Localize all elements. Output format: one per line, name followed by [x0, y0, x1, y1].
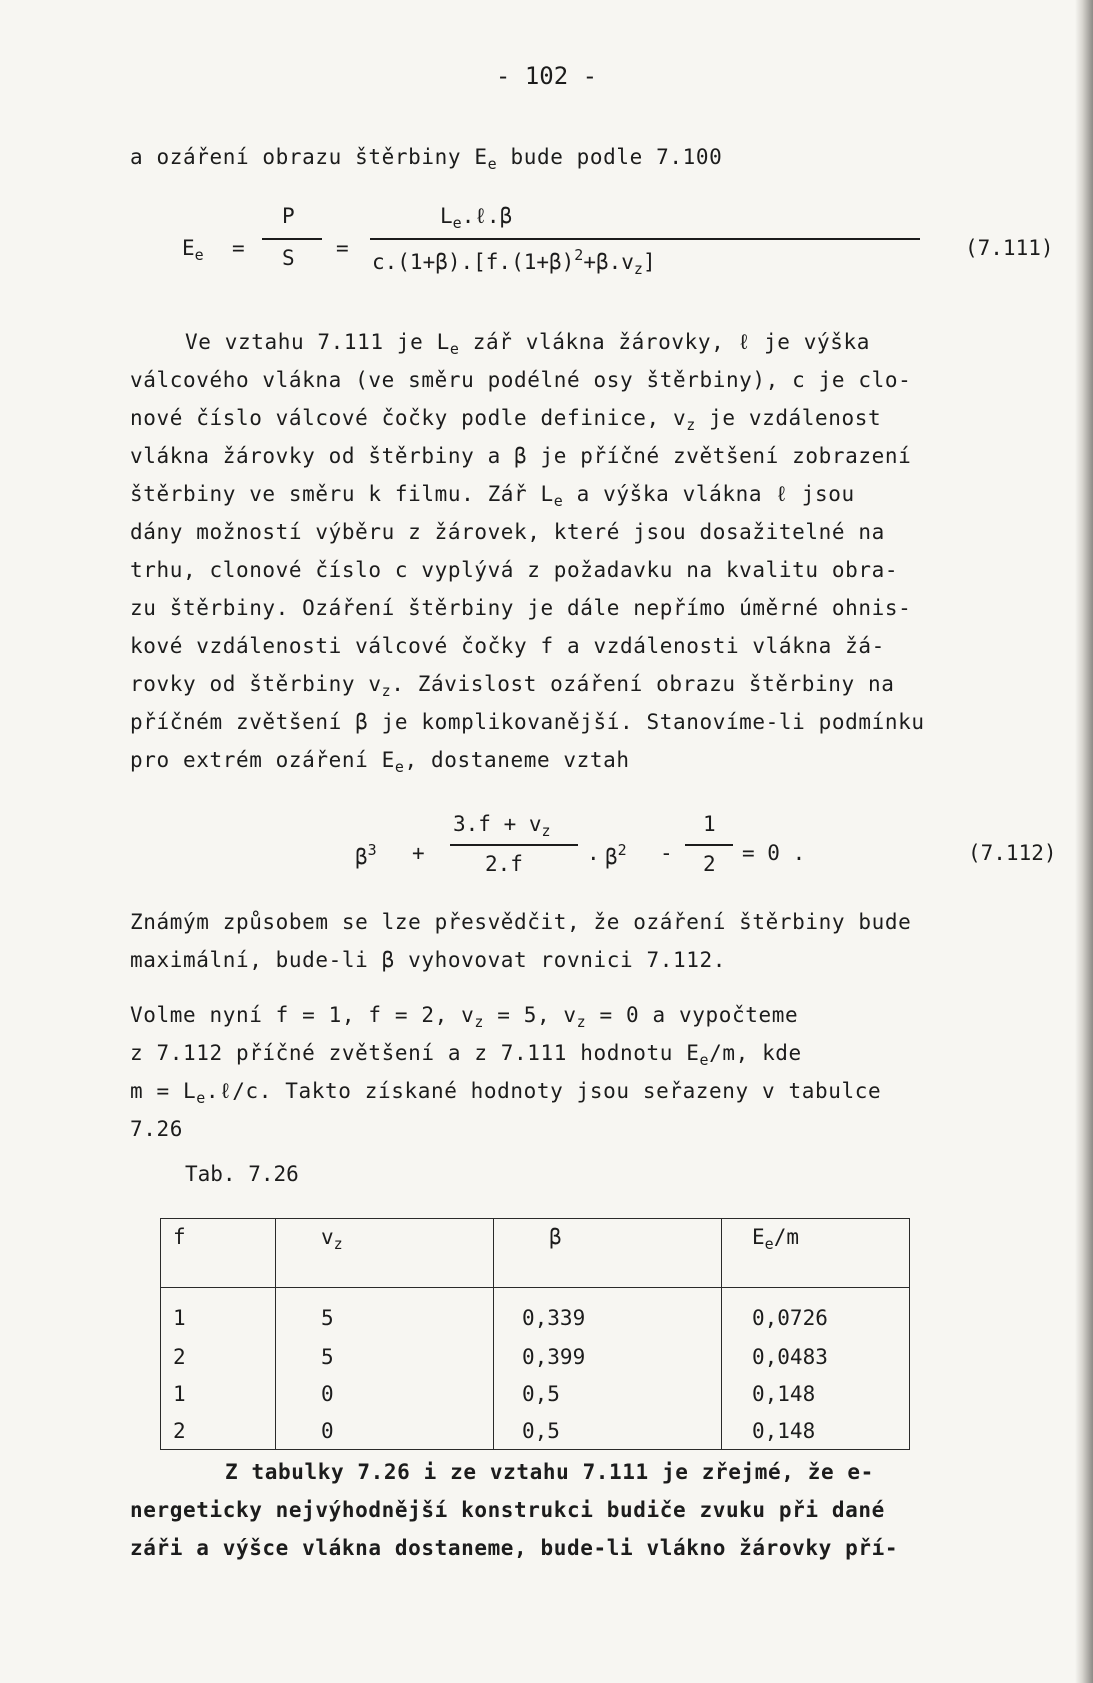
fraction-bar-1 — [262, 238, 322, 240]
eq-lhs: $E_e$ — [182, 236, 204, 264]
eq-beta-squared: $\beta^2$ — [605, 841, 627, 869]
eq-plus: + — [412, 841, 425, 865]
table-cell: 2 — [161, 1412, 276, 1450]
eq-dot: . — [587, 841, 600, 865]
header-vz: $v_z$ — [276, 1219, 494, 1288]
table-header-row — [161, 1219, 910, 1288]
paragraph-1-line: trhu, clonové číslo c vyplývá z požadavku na kvalitu obra- — [130, 558, 899, 582]
paragraph-4-line-3: záři a výšce vlákna dostaneme, bude-li vlákno žárovky pří- — [130, 1536, 899, 1560]
eq-minus: - — [660, 841, 673, 865]
paragraph-3-line: $m = L_e.\ell/c$. Takto získané hodnoty jsou seřazeny v tabulce — [130, 1079, 882, 1107]
paragraph-1-line: dány možností výběru z žárovek, které jsou dosažitelné na — [130, 520, 885, 544]
intro-line: a ozáření obrazu štěrbiny $E_e$ bude podle 7.100 — [130, 145, 723, 173]
eq-denominator: 2.f — [485, 852, 523, 876]
paragraph-1-line: nové číslo válcové čočky podle definice, $v_z$ je vzdálenost — [130, 406, 882, 434]
table-cell: 0,5 — [494, 1375, 722, 1412]
table-cell: 5 — [276, 1288, 494, 1339]
fraction-bar-2 — [370, 238, 920, 240]
paragraph-4-line-2: nergeticky nejvýhodnější konstrukci budiče zvuku při dané — [130, 1498, 885, 1522]
paragraph-1-line: příčném zvětšení β je komplikovanější. Stanovíme-li podmínku — [130, 710, 925, 734]
paragraph-1-line: vlákna žárovky od štěrbiny a β je příčné zvětšení zobrazení — [130, 444, 912, 468]
equation-7-112 — [355, 808, 1080, 898]
equation-7-111 — [182, 204, 1070, 300]
paragraph-1-line: kové vzdálenosti válcové čočky f a vzdálenosti vlákna žá- — [130, 634, 885, 658]
table-cell: 0,148 — [722, 1375, 910, 1412]
table-cell: 0,0726 — [722, 1288, 910, 1339]
table-cell: 0,148 — [722, 1412, 910, 1450]
eq-equals-zero: = 0 . — [742, 841, 806, 865]
table-row — [161, 1288, 910, 1339]
eq-denominator-2: $c.(1+\beta).[f.(1+\beta)^2+\beta.v_z]$ — [372, 246, 656, 278]
equation-number: (7.112) — [968, 841, 1057, 865]
paragraph-3-line: z 7.112 příčné zvětšení a z 7.111 hodnotu $E_e/m$, kde — [130, 1041, 802, 1069]
eq-denominator-1: S — [282, 246, 295, 270]
paragraph-1-line: válcového vlákna (ve směru podélné osy štěrbiny), c je clo- — [130, 368, 912, 392]
table-row — [161, 1412, 910, 1450]
paragraph-1-line: Ve vztahu 7.111 je $L_e$ zář vlákna žárovky, ℓ je výška — [185, 330, 871, 358]
table-caption: Tab. 7.26 — [185, 1162, 299, 1186]
eq-beta-cubed: $\beta^3$ — [355, 841, 377, 869]
eq-equals-1: = — [232, 236, 245, 260]
table-cell: 0 — [276, 1412, 494, 1450]
table-row — [161, 1338, 910, 1375]
paragraph-3-line: 7.26 — [130, 1117, 183, 1141]
table-cell: 0,399 — [494, 1338, 722, 1375]
paragraph-1-line: štěrbiny ve směru k filmu. Zář $L_e$ a výška vlákna ℓ jsou — [130, 482, 855, 510]
eq-numerator-1: P — [282, 204, 295, 228]
table-body — [161, 1288, 910, 1450]
fraction-bar-3 — [450, 844, 578, 846]
eq-numerator: $3.f + v_z$ — [453, 812, 551, 840]
data-table — [160, 1218, 910, 1450]
paragraph-2-line-1: Známým způsobem se lze přesvědčit, že ozáření štěrbiny bude — [130, 910, 912, 934]
paragraph-1-line: rovky od štěrbiny $v_z$. Závislost ozáření obrazu štěrbiny na — [130, 672, 895, 700]
fraction-bar-4 — [685, 844, 733, 846]
paragraph-2-line-2: maximální, bude-li β vyhovovat rovnici 7.112. — [130, 948, 726, 972]
table-row — [161, 1375, 910, 1412]
page-number: - 102 - — [495, 62, 598, 90]
eq-numerator-2: $L_e.\ell.\beta$ — [440, 204, 513, 232]
table-cell: 5 — [276, 1338, 494, 1375]
header-beta: β — [494, 1219, 722, 1288]
eq-denominator-two: 2 — [703, 852, 716, 876]
table-cell: 0,339 — [494, 1288, 722, 1339]
paragraph-1-line: zu štěrbiny. Ozáření štěrbiny je dále nepřímo úměrné ohnis- — [130, 596, 912, 620]
paragraph-1-line: pro extrém ozáření $E_e$, dostaneme vztah — [130, 748, 630, 776]
eq-equals-2: = — [336, 236, 349, 260]
table-cell: 2 — [161, 1338, 276, 1375]
table-cell: 0,0483 — [722, 1338, 910, 1375]
table-cell: 1 — [161, 1288, 276, 1339]
table-cell: 1 — [161, 1375, 276, 1412]
paragraph-3-line: Volme nyní f = 1, f = 2, $v_z = 5$, $v_z = 0$ a vypočteme — [130, 1003, 799, 1031]
header-f: f — [161, 1219, 276, 1288]
eq-numerator-one: 1 — [703, 812, 716, 836]
table-cell: 0,5 — [494, 1412, 722, 1450]
paragraph-4-line-1: Z tabulky 7.26 i ze vztahu 7.111 je zřejmé, že e- — [225, 1460, 874, 1484]
table-cell: 0 — [276, 1375, 494, 1412]
equation-number: (7.111) — [965, 236, 1054, 260]
header-ee-m: $E_e/m$ — [722, 1219, 910, 1288]
